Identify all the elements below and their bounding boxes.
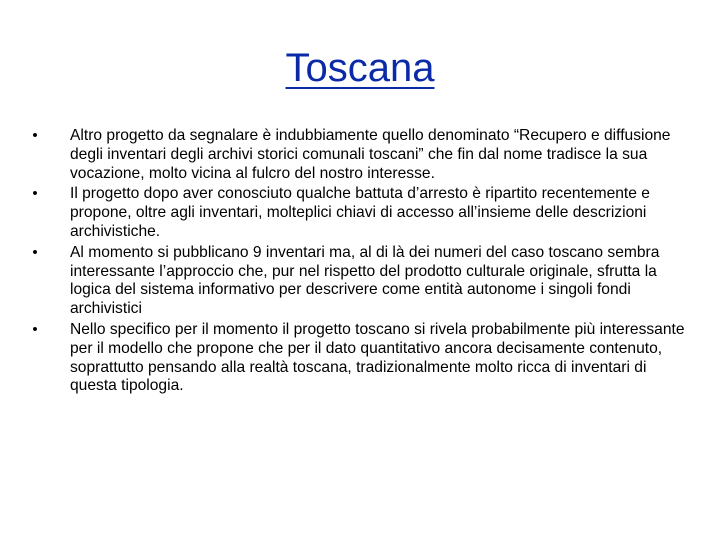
bullet-icon: •	[32, 127, 38, 144]
bullet-item	[28, 321, 692, 396]
bullet-text: Altro progetto da segnalare è indubbiamente quello denominato “Recupero e diffusione degli inventari degli archivi storici comunali toscani” che fin dal nome tradisce la sua vocazione, molto vicina al fulcro del nostro interesse.	[70, 127, 671, 182]
bullet-list	[28, 127, 692, 398]
bullet-text: Il progetto dopo aver conosciuto qualche battuta d’arresto è ripartito recentemente e propone, oltre agli inventari, molteplici chiavi di accesso all’insieme delle descrizioni archivistiche.	[70, 185, 650, 240]
bullet-text: Al momento si pubblicano 9 inventari ma, al di là dei numeri del caso toscano sembra interessante l’approccio che, pur nel rispetto del prodotto culturale originale, sfrutta la logica del sistema informativo per descrivere come entità autonome i singoli fondi archivistici	[70, 243, 660, 318]
bullet-text: Nello specifico per il momento il progetto toscano si rivela probabilmente più interessante per il modello che propone che per il dato quantitativo ancora decisamente contenuto, soprattutto pensando alla realtà toscana, tradizionalmente molto ricca di inventari di questa tipologia.	[70, 320, 685, 395]
slide-title: Toscana	[285, 46, 435, 90]
bullet-icon: •	[32, 320, 38, 338]
bullet-item	[28, 244, 692, 319]
bullet-icon: •	[32, 185, 38, 203]
bullet-icon: •	[32, 243, 38, 261]
bullet-item	[28, 185, 692, 241]
bullet-item	[28, 127, 692, 183]
